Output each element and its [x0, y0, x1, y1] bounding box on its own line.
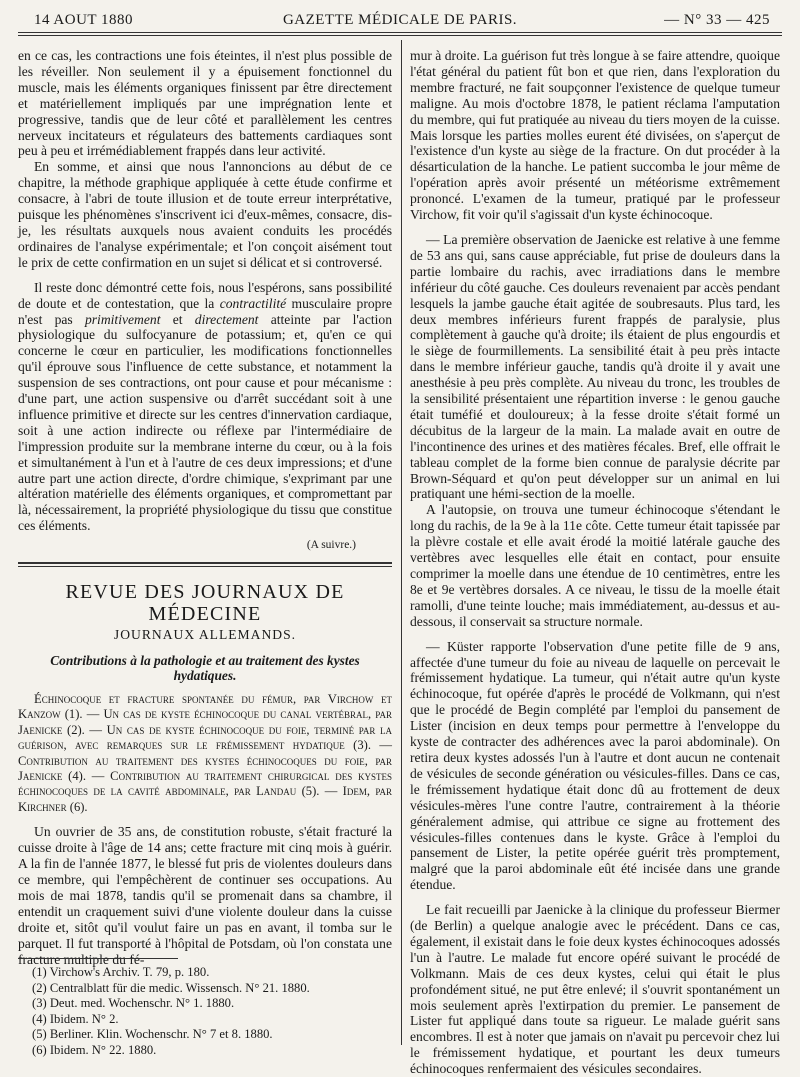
to-be-continued: (A suivre.) — [306, 539, 356, 552]
paragraph: Le fait recueilli par Jaenicke à la clinique du professeur Biermer (de Berlin) a quelque analogie avec le précédent. Dans ce cas, également, il existait dans le foie deux kystes échinocoques adossés l'un à l'autre. Le malade fut encore opéré suivant le procédé de Volkmann. Mais de ces deux kystes, celui qui était le plus profondément situé, ne put être enlevé; il s'ouvrit spontanément un mois seulement après l'extirpation du premier. Le pansement de Lister fut appliqué dans toute sa rigueur. Le malade guérit sans encombres. Il est à noter que jamais on n'avait pu percevoir chez lui le frémissement hydatique, et pourtant les deux tumeurs échinocoques renfermaient des vésicules secondaires. — [410, 902, 780, 1077]
footnote: (3) Deut. med. Wochenschr. N° 1. 1880. — [32, 996, 235, 1011]
paragraph: — Küster rapporte l'observation d'une petite fille de 9 ans, affectée d'une tumeur du foie au niveau de laquelle on percevait le frémissement hydatique. La tumeur, qui n'était autre qu'un kyste échinocoque, fut opérée d'après le procédé de Volkmann, qui n'est que le procédé de Begin complété par l'emploi du pansement de Lister (incision en deux temps pour permettre à l'enveloppe du kyste de contracter des adhérences avec la paroi abdominale). On retira deux kystes adossés l'un à l'autre et dont aucun ne contenait de vésicules de seconde génération ou vésicules-filles. Dans ce cas, le frémissement hydatique était donc dû au frottement de deux vésicules-mères l'une contre l'autre, contrairement à la théorie généralement admise, qui attribue ce signe au frottement des vésicules-filles contenues dans le kyste. Grâce à l'emploi du pansement de Lister, la petite opérée guérit très promptement, malgré que la paroi abdominale eût été incisée dans une grande étendue. — [410, 638, 780, 893]
footnote: (5) Berliner. Klin. Wochenschr. N° 7 et 8. 1880. — [32, 1027, 273, 1042]
text-run: atteinte par l'action physiologique du sulfocyanure de potassium; et, qu'en ce qui concerne le cœur en particulier, les modifications fonctionnelles qu'il éprouve sous l'influence de cette substance, et notamment la suspension de ses contractions, ont pour cause et pour mécanisme : d'une part, une action suspensive ou d'arrêt succédant soit à une influence primitive et directe sur les centres d'innervation cardiaque, soit à une action indirecte ou réflexe par l'intermédiaire de l'impression produite sur la membrane interne du cœur, ou à la fois et simultanément à l'un et à l'autre de ces deux impressions; et d'une autre part une action directe, d'ordre chimique, s'exprimant par une altération matérielle des éléments organiques, et compromettant par là, nécessairement, la propriété physiologique du tissu que constitue ces éléments. — [18, 311, 393, 534]
section-rule-thin — [18, 566, 392, 567]
footnotes — [32, 965, 392, 1059]
paragraph: mur à droite. La guérison fut très longue à se faire attendre, quoique l'état général du patient fût bon et que rien, dans l'exploration du membre fracturé, ne fait soupçonner l'existence de quelque tumeur maligne. Au mois d'octobre 1878, le patient réclama l'amputation du membre, qui fut pratiquée au niveau du tiers moyen de la cuisse. Mais lorsque les parties molles eurent été divisées, on s'aperçut de l'existence d'un kyste au siège de la fracture. On dut procéder à la désarticulation de la hanche. Le patient succomba le jour même de l'opération après avoir présenté un météorisme extrêmement prononcé. L'examen de la tumeur, pratiqué par le professeur Virchow, fit voir qu'il s'agissait d'un kyste échinocoque. — [410, 48, 780, 223]
footnote: (1) Virchow's Archiv. T. 79, p. 180. — [32, 965, 210, 979]
italic-term: directement — [194, 311, 259, 327]
column-divider — [401, 40, 402, 1045]
paragraph: En somme, et ainsi que nous l'annoncions au début de ce chapitre, la méthode graphique appliquée à cette étude confirme et consacre, à l'abri de toute illusion et de toute erreur interprétative, puisque les phénomènes s'inscrivent ici d'eux-mêmes, consacre, dis-je, les résultats auxquels nous avaient conduits les procédés ordinaires de l'analyse expérimentale; et l'on conçoit aisément tout le prix de cette confirmation en un sujet si délicat et si controversé. — [18, 159, 392, 270]
header-rule — [18, 32, 782, 33]
header-rule-second — [18, 35, 782, 36]
paragraph: en ce cas, les contractions une fois éteintes, il n'est plus possible de les réveiller. Non seulement il y a épuisement fonctionnel du muscle, mais les éléments organiques finissent par être directement et matériellement impliqués par une imprégnation lente et progressive, tandis que de leur côté et parallèlement les centres nerveux incitateurs et régulateurs des battements cardiaques sont peu à peu et irrémédiablement frappés dans leur activité. — [18, 48, 392, 159]
page-header — [18, 10, 782, 34]
text-run: Il reste donc démontré cette fois, nous l'espérons, sans possibilité de doute et de contestation, que la — [18, 279, 392, 311]
paragraph: Un ouvrier de 35 ans, de constitution robuste, s'était fracturé la cuisse droite à l'âge de 14 ans; cette fracture mit cinq mois à guérir. A la fin de l'année 1877, le blessé fut pris de violentes douleurs dans ce membre, qui l'empêchèrent de continuer ses occupations. Au mois de mai 1878, tandis qu'il se promenait dans sa chambre, il entendit un craquement suivi d'une violente douleur dans la cuisse droite et, sitôt qu'il voulut faire un pas en avant, il tomba sur le parquet. Il fut transporté à l'hôpital de Potsdam, où l'on constata une fracture multiple du fé- — [18, 824, 392, 967]
section-title: REVUE DES JOURNAUX DE MÉDECINE — [65, 581, 345, 626]
paragraph — [18, 280, 392, 535]
bibliography: Échinocoque et fracture spontanée du fémur, par Virchow et Kanzow (1). — Un cas de kyste échinocoque du canal vertébral, par Jaenicke (2). — Un cas de kyste échinocoque du foie, terminé par la guérison, avec remarques sur le frémissement hydatique (3). — Contribution au traitement des kystes échinocoques du foie, par Jaenicke (4). — Contribution au traitement chirurgical des kystes échinocoques de la cavité abdominale, par Landau (5). — Idem, par Kirchner (6). — [18, 692, 392, 814]
paragraph: — La première observation de Jaenicke est relative à une femme de 53 ans qui, sans cause appréciable, fut prise de douleurs dans la partie lombaire du rachis, avec irradiations dans le membre inférieur du côté gauche. Ces douleurs revenaient par accès pendant lesquels la jambe gauche était agitée de soubresauts. Plus tard, les deux membres inférieurs furent frappés de paralysie, plus complètement à gauche qu'à droite; ils étaient de plus engourdis et le siège de fourmillements. La sensibilité était à peu près intacte dans le membre inférieur gauche, tandis qu'à droite il y avait une anesthésie à peu près complète. Au niveau du tronc, les troubles de la sensibilité présentaient une répartition inverse : le genou gauche était tuméfié et douloureux; à la fesse droite s'était formé un décubitus de la largeur de la main. La malade avait en outre de l'incontinence des urines et des matières fécales. Bref, elle offrait le tableau complet de la forme bien connue de paralysie décrite par Brown-Séquard et qu'on peut développer sur un animal en lui pratiquant une hémi-section de la moelle. — [410, 231, 780, 502]
paragraph: A l'autopsie, on trouva une tumeur échinocoque s'étendant le long du rachis, de la 9e à la 11e côte. Cette tumeur était tapissée par la plèvre costale et elle avait érodé la moitié latérale gauche des vertèbres avec lesquelles elle était en contact, pour ensuite comprimer la moelle dans une étendue de 10 centimètres, entre les 8e et 9e vertèbres dorsales. A ce niveau, le tissu de la moelle était ramolli, d'une teinte louche; mais immédiatement, au-dessus et au-dessous, il conservait sa structure normale. — [410, 502, 780, 629]
header-date: 14 AOUT 1880 — [34, 12, 134, 28]
footnote: (2) Centralblatt für die medic. Wissensch. N° 21. 1880. — [32, 980, 310, 995]
italic-term: contractilité — [219, 295, 287, 311]
right-column — [410, 48, 780, 1077]
header-title: GAZETTE MÉDICALE DE PARIS. — [282, 12, 518, 28]
footnote: (4) Ibidem. N° 2. — [32, 1011, 119, 1026]
text-run: et — [160, 311, 195, 327]
section-rule — [18, 562, 392, 564]
header-issue-number: — N° 33 — 425 — [664, 12, 770, 28]
italic-term: primitivement — [84, 311, 161, 327]
footnote-rule — [18, 958, 178, 959]
article-title: Contributions à la pathologie et au traitement des kystes hydatiques. — [50, 653, 360, 683]
footnote: (6) Ibidem. N° 22. 1880. — [32, 1042, 157, 1057]
section-subtitle: JOURNAUX ALLEMANDS. — [113, 627, 297, 643]
text-run: musculaire propre n'est pas — [18, 295, 393, 327]
left-column — [18, 48, 392, 967]
